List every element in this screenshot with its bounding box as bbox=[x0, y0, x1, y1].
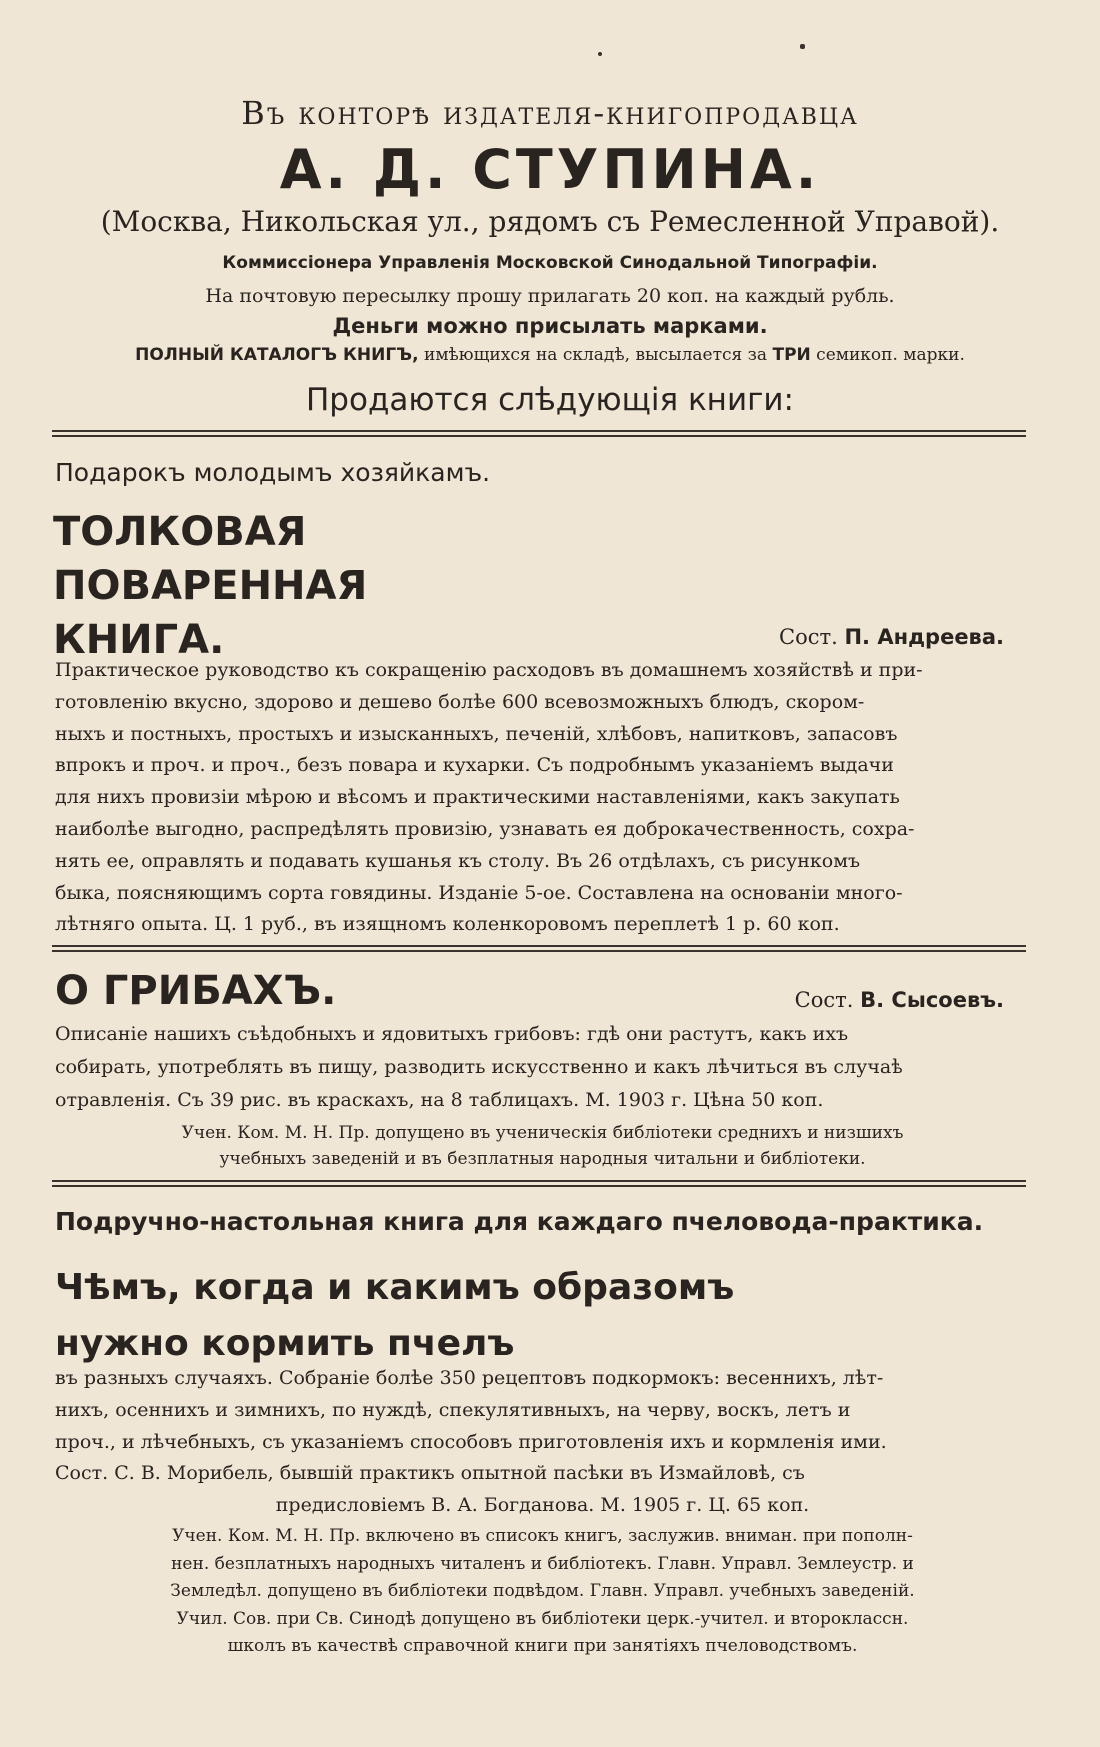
book1-body-line: для нихъ провизіи мѣрою и вѣсомъ и практическими наставленіями, какъ закупать bbox=[55, 786, 900, 809]
header-intro: Въ конторѣ издателя-книгопродавца bbox=[241, 94, 859, 132]
book2-body-line: Описаніе нашихъ съѣдобныхъ и ядовитыхъ грибовъ: гдѣ они растутъ, какъ ихъ bbox=[55, 1023, 849, 1045]
divider bbox=[52, 430, 1026, 437]
sale-heading: Продаются слѣдующія книги: bbox=[306, 382, 794, 418]
catalog-end: семикоп. марки. bbox=[810, 345, 965, 365]
book1-body-line: быка, поясняющимъ сорта говядины. Изданіе 5-ое. Составлена на основаніи много- bbox=[55, 881, 903, 904]
book1-description bbox=[55, 655, 1030, 941]
book1-title-line: ТОЛКОВАЯ bbox=[53, 509, 307, 555]
book1-body-line: ныхъ и постныхъ, простыхъ и изысканныхъ, печеній, хлѣбовъ, напитковъ, запасовъ bbox=[55, 722, 898, 745]
book1-subtitle: Подарокъ молодымъ хозяйкамъ. bbox=[55, 458, 491, 487]
postage-line: На почтовую пересылку прошу прилагать 20 коп. на каждый рубль. bbox=[205, 285, 895, 307]
ink-speck bbox=[800, 44, 805, 49]
book3-body-line: Сост. С. В. Морибель, бывшій практикъ опытной пасѣки въ Измайловѣ, съ bbox=[55, 1462, 805, 1485]
book3-note-line: Учил. Сов. при Св. Синодѣ допущено въ библіотеки церк.-учител. и второклассн. bbox=[176, 1608, 909, 1629]
book1-body-line: готовленію вкусно, здорово и дешево болѣе 600 всевозможныхъ блюдъ, скором- bbox=[55, 690, 865, 713]
book2-description bbox=[55, 1018, 1030, 1117]
book3-note-line: Земледѣл. допущено въ библіотеки подвѣдом. Главн. Управл. учебныхъ заведеній. bbox=[170, 1581, 915, 1602]
book3-body-line: нихъ, осеннихъ и зимнихъ, по нуждѣ, спекулятивныхъ, на черву, воскъ, летъ и bbox=[55, 1398, 851, 1421]
book2-approval-note bbox=[55, 1120, 1030, 1172]
book2-body-line: отравленія. Съ 39 рис. въ краскахъ, на 8 таблицахъ. М. 1903 г. Цѣна 50 коп. bbox=[55, 1089, 824, 1111]
book3-note-line: Учен. Ком. М. Н. Пр. включено въ списокъ книгъ, заслужив. вниман. при пополн- bbox=[172, 1526, 913, 1546]
book2-body-line: собирать, употреблять въ пищу, разводить искусственно и какъ лѣчиться въ случаѣ bbox=[55, 1056, 903, 1078]
ink-speck bbox=[598, 52, 602, 56]
book1-body-line: впрокъ и проч. и проч., безъ повара и кухарки. Съ подробнымъ указаніемъ выдачи bbox=[55, 754, 894, 777]
book1-author: Сост. П. Андреева. bbox=[779, 625, 1004, 649]
catalog-three: ТРИ bbox=[772, 345, 811, 365]
divider bbox=[52, 945, 1026, 952]
book2-author-name: В. Сысоевъ. bbox=[860, 988, 1004, 1012]
book2-author: Сост. В. Сысоевъ. bbox=[794, 988, 1004, 1012]
commission-line: Коммиссіонера Управленія Московской Синодальной Типографіи. bbox=[222, 253, 878, 273]
book3-title-line: нужно кормить пчелъ bbox=[55, 1323, 515, 1364]
book3-body-line: проч., и лѣчебныхъ, съ указаніемъ способовъ приготовленія ихъ и кормленія ими. bbox=[55, 1430, 887, 1453]
book3-title bbox=[55, 1260, 734, 1372]
book2-note-line: Учен. Ком. М. Н. Пр. допущено въ ученическія библіотеки среднихъ и низшихъ bbox=[181, 1123, 904, 1143]
book3-description bbox=[55, 1363, 1030, 1522]
book3-title-line: Чѣмъ, когда и какимъ образомъ bbox=[55, 1267, 735, 1308]
publisher-address: (Москва, Никольская ул., рядомъ съ Ремесленной Управой). bbox=[100, 205, 1000, 238]
book2-title: О ГРИБАХЪ. bbox=[55, 968, 337, 1014]
book1-body-line: Практическое руководство къ сокращенію расходовъ въ домашнемъ хозяйствѣ и при- bbox=[55, 659, 923, 681]
stamps-line: Деньги можно присылать марками. bbox=[332, 314, 768, 338]
book3-note-line: нен. безплатныхъ народныхъ читаленъ и библіотекъ. Главн. Управл. Землеустр. и bbox=[171, 1553, 914, 1574]
book3-approval-note bbox=[55, 1523, 1030, 1661]
book1-body-line: наиболѣе выгодно, распредѣлять провизію, узнавать ея доброкачественность, сохра- bbox=[55, 817, 915, 840]
catalog-bold: ПОЛНЫЙ КАТАЛОГЪ КНИГЪ, bbox=[135, 345, 419, 365]
book2-note-line: учебныхъ заведеній и въ безплатныя народныя читальни и библіотеки. bbox=[219, 1149, 866, 1169]
catalog-middle: имѣющихся на складѣ, высылается за bbox=[418, 345, 773, 365]
book3-subtitle: Подручно-настольная книга для каждаго пчеловода-практика. bbox=[55, 1207, 984, 1236]
book1-title bbox=[53, 505, 367, 667]
book1-author-name: П. Андреева. bbox=[844, 625, 1004, 649]
book1-title-line: КНИГА. bbox=[53, 617, 225, 663]
divider bbox=[52, 1180, 1026, 1187]
book1-title-line: ПОВАРЕННАЯ bbox=[53, 563, 368, 609]
catalog-line bbox=[0, 345, 1100, 365]
book3-body-line: въ разныхъ случаяхъ. Собраніе болѣе 350 рецептовъ подкормокъ: весеннихъ, лѣт- bbox=[55, 1367, 884, 1389]
publisher-name: А. Д. СТУПИНА. bbox=[279, 138, 821, 201]
book3-body-line: предисловіемъ В. А. Богданова. М. 1905 г. Ц. 65 коп. bbox=[275, 1494, 810, 1517]
book3-note-line: школъ въ качествѣ справочной книги при занятіяхъ пчеловодствомъ. bbox=[227, 1636, 858, 1657]
book1-body-line: нять ее, оправлять и подавать кушанья къ столу. Въ 26 отдѣлахъ, съ рисункомъ bbox=[55, 849, 861, 872]
book1-body-line: лѣтняго опыта. Ц. 1 руб., въ изящномъ коленкоровомъ переплетѣ 1 р. 60 коп. bbox=[55, 913, 840, 936]
